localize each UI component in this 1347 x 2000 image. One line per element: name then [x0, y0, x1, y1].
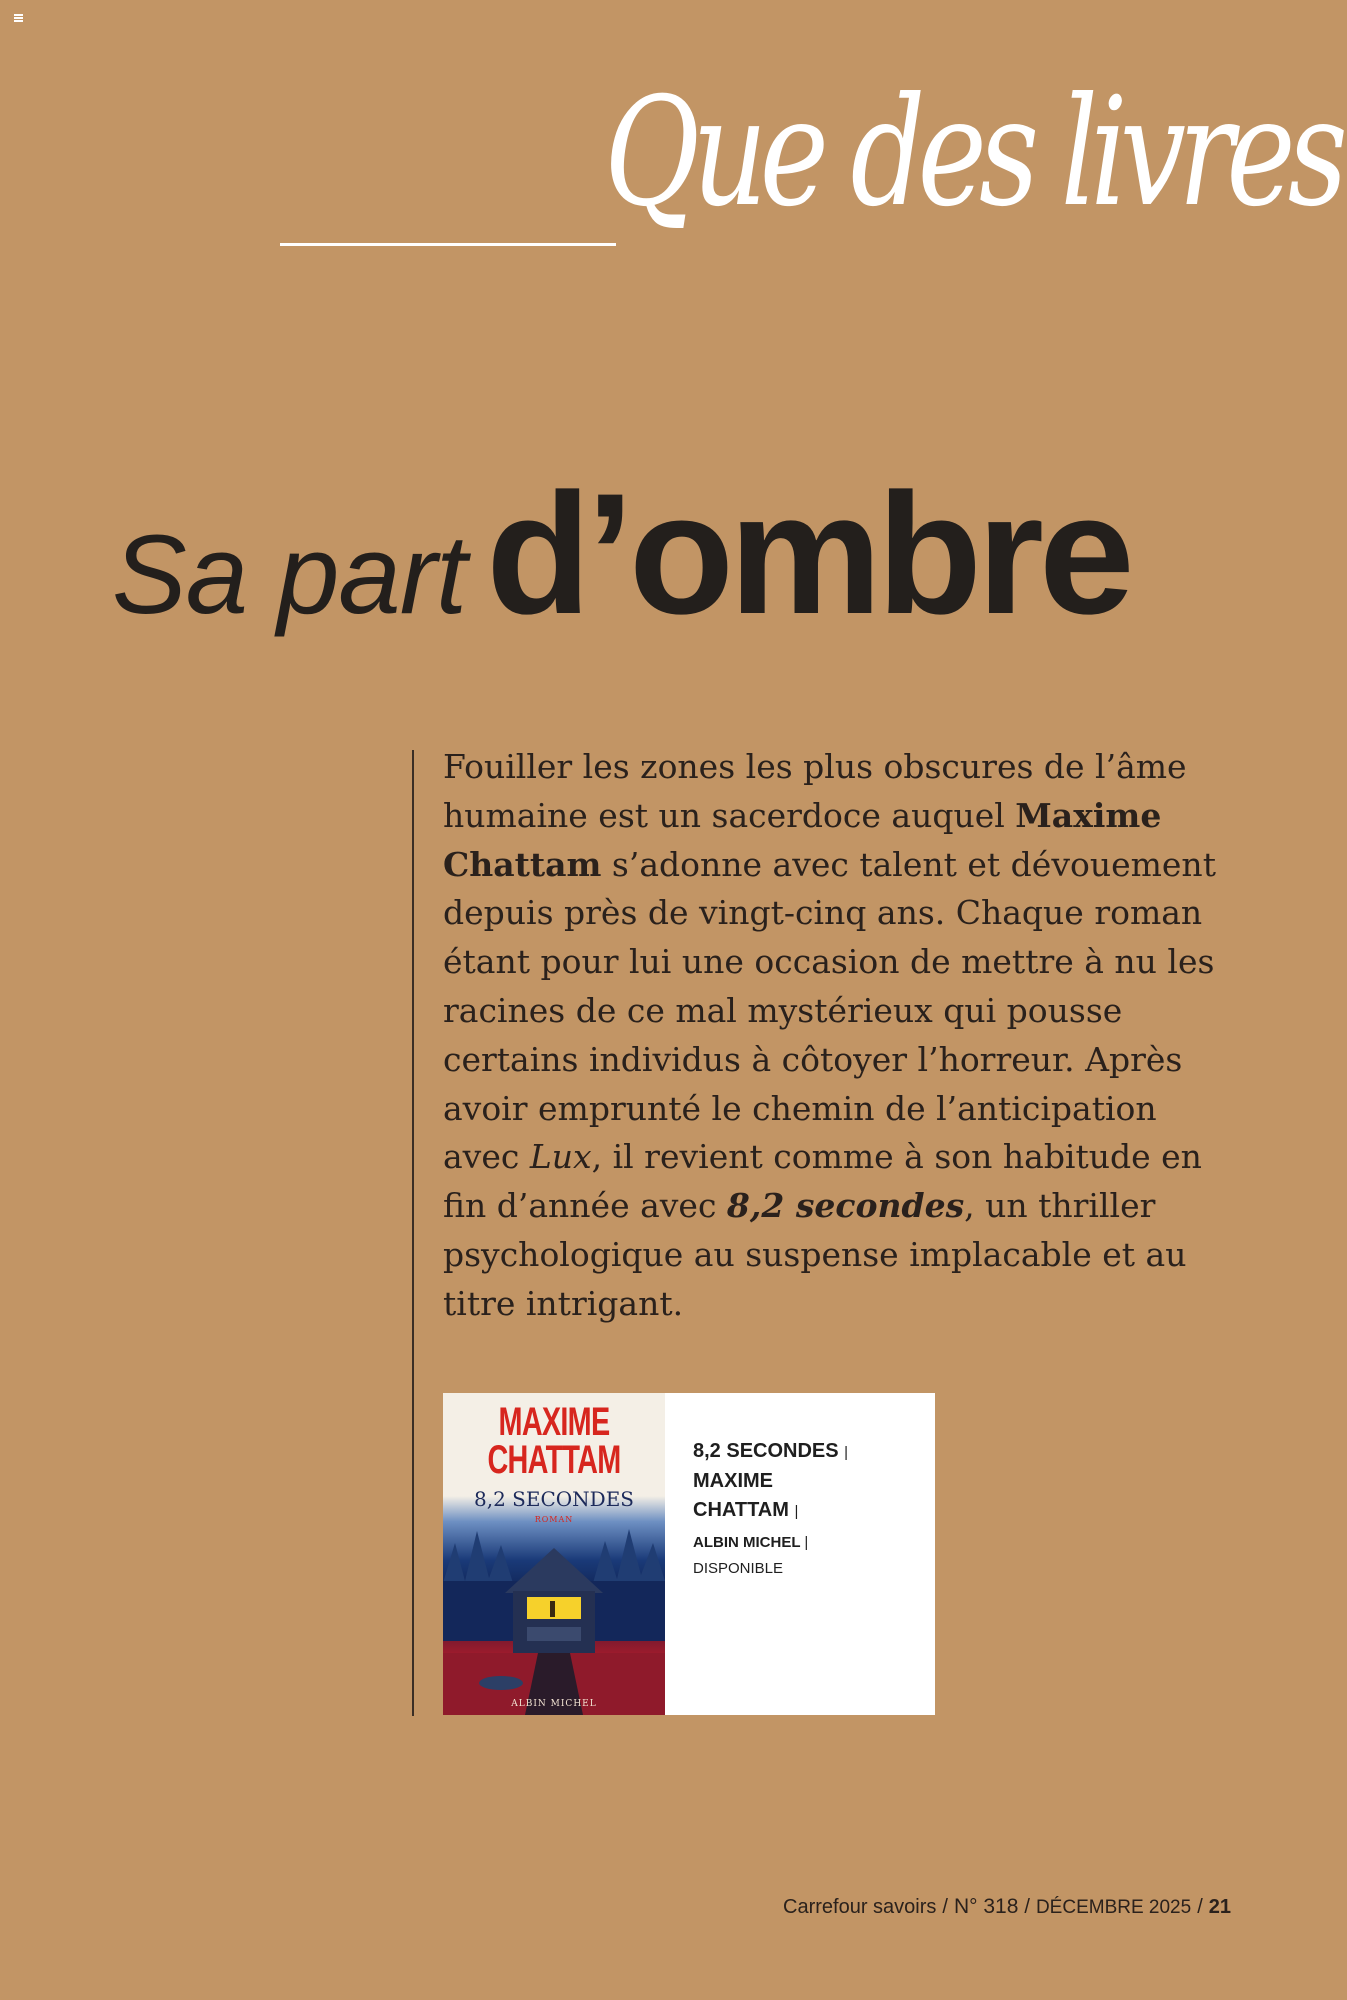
info-status: DISPONIBLE: [693, 1560, 784, 1577]
footer-issue: N° 318: [953, 1895, 1019, 1918]
article-body: [443, 743, 1223, 1329]
info-author-text: MAXIME CHATTAM: [693, 1470, 789, 1521]
page-footer: [783, 1895, 1231, 1919]
body-book-title: 8,2 secondes: [726, 1186, 965, 1226]
rubric-rule: [280, 243, 616, 246]
book-cover: [443, 1393, 665, 1715]
cover-illustration: [443, 1523, 665, 1715]
info-publisher-text: ALBIN MICHEL: [693, 1534, 801, 1551]
info-separator: |: [804, 1534, 809, 1551]
info-publisher: [693, 1528, 909, 1557]
info-separator: |: [794, 1503, 799, 1520]
info-author: [693, 1467, 813, 1526]
body-text-4: , un thriller psychologique au suspense implacable et au titre intrigant.: [443, 1186, 1187, 1323]
body-text-3: , il revient comme à son habitude en fin d’année avec: [443, 1137, 1202, 1226]
menu-icon[interactable]: [14, 14, 23, 22]
body-text-1: Fouiller les zones les plus obscures de l’âme humaine est un sacerdoce auquel: [443, 747, 1187, 835]
cover-publisher: ALBIN MICHEL: [511, 1699, 597, 1709]
cover-title: 8,2 SECONDES: [474, 1487, 634, 1511]
article-headline: [112, 458, 1130, 650]
cover-genre: ROMAN: [534, 1515, 574, 1524]
footer-separator: /: [1024, 1896, 1030, 1918]
info-title-text: 8,2 SECONDES: [693, 1440, 839, 1462]
headline-bold: d’ombre: [486, 458, 1130, 650]
body-vertical-rule: [412, 750, 414, 1716]
footer-separator: /: [942, 1896, 948, 1918]
section-rubric: Que des livres: [604, 66, 1341, 240]
footer-magazine: Carrefour savoirs: [783, 1896, 937, 1918]
page-number: 21: [1208, 1896, 1231, 1918]
info-separator: |: [844, 1444, 849, 1461]
headline-light: Sa part: [112, 512, 467, 637]
body-text-2: s’adonne avec talent et dévouement depuis près de vingt-cinq ans. Chaque roman étant pour lui une occasion de mettre à nu les racines de ce mal mystérieux qui pousse certains individus à côtoyer l’horreur. Après avoir emprunté le chemin de l’anticipation avec: [443, 844, 1216, 1177]
cover-author: MAXIME CHATTAM: [487, 1400, 621, 1482]
body-previous-title: Lux: [529, 1137, 592, 1177]
footer-date: DÉCEMBRE 2025: [1035, 1897, 1192, 1918]
info-title: [693, 1437, 909, 1467]
book-info-box: [665, 1393, 935, 1715]
footer-separator: /: [1197, 1896, 1203, 1918]
body-author-name: Maxime Chattam: [443, 795, 1162, 884]
